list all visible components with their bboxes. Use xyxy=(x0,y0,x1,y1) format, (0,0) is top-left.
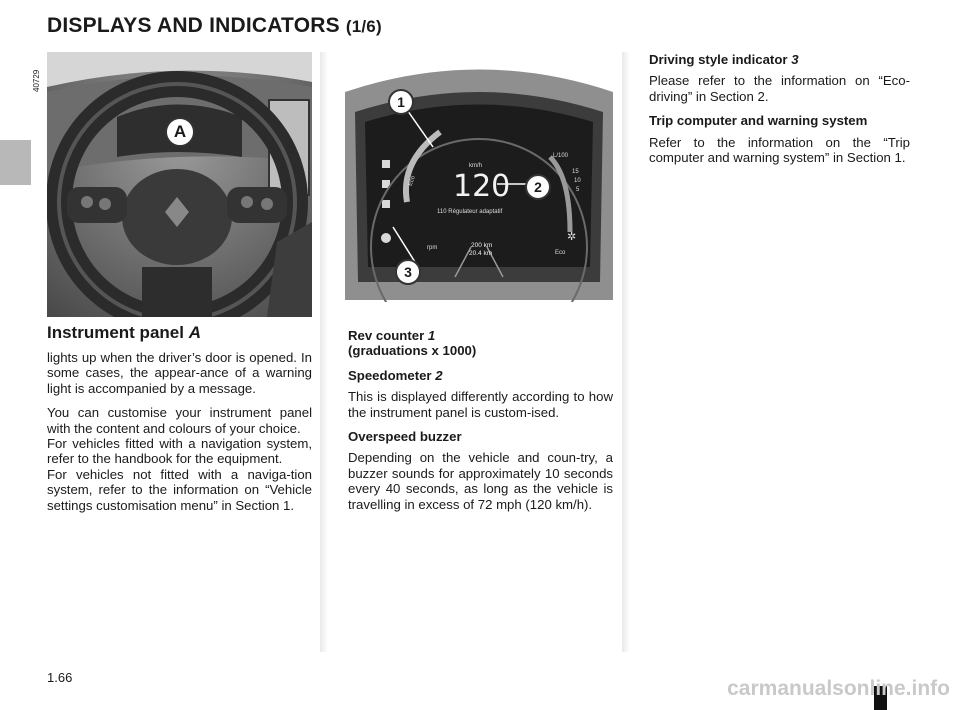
column-divider-2 xyxy=(622,52,630,652)
column-1-text xyxy=(47,350,312,522)
style-ref: 3 xyxy=(791,52,799,67)
heading-text: Instrument panel xyxy=(47,323,184,342)
customise-line: You can customise your instrument panel with the content and colours of your choice. xyxy=(47,405,312,436)
no-nav-line: For vehicles not fitted with a naviga-tion system, refer to the information on “Vehicle settings customisation menu” in Section 1. xyxy=(47,466,312,513)
heading-ref: A xyxy=(188,323,201,342)
callout-3: 3 xyxy=(395,259,421,285)
para-customise xyxy=(47,405,312,513)
consumption-tick-15: 15 xyxy=(572,169,579,175)
driving-style-heading xyxy=(649,52,910,67)
style-title: Driving style indicator xyxy=(649,52,788,67)
speed-ref: 2 xyxy=(435,367,443,383)
speed-unit: km/h xyxy=(469,163,483,169)
title-suffix: (1/6) xyxy=(345,17,382,36)
figure1-code: 40729 xyxy=(32,69,41,92)
watermark: carmanualsonline.info xyxy=(727,677,950,700)
cruise-control-text: 110 Régulateur adaptatif xyxy=(437,209,503,215)
nav-line: For vehicles fitted with a navigation system, refer to the handbook for the equipment. xyxy=(47,436,312,467)
column-2-text xyxy=(348,328,613,521)
callout-a: A xyxy=(165,117,195,147)
buzzer-heading: Overspeed buzzer xyxy=(348,429,462,445)
speedometer-text: This is displayed differently according to how the instrument panel is custom-ised. xyxy=(348,389,613,420)
page-title xyxy=(47,14,382,38)
instrument-cluster-photo xyxy=(345,52,613,302)
steering-wheel-photo xyxy=(47,52,312,317)
rev-sub: (graduations x 1000) xyxy=(348,343,477,359)
speed-readout: 120 xyxy=(453,169,511,204)
speedometer-heading xyxy=(348,368,613,383)
distance-2: 20.4 km xyxy=(469,250,493,257)
rpm-label: rpm xyxy=(427,245,438,251)
title-text: DISPLAYS AND INDICATORS xyxy=(47,14,340,37)
consumption-unit: L/100 xyxy=(553,153,569,159)
consumption-tick-5: 5 xyxy=(576,187,580,193)
section-tab xyxy=(0,140,31,185)
column-3-text xyxy=(649,52,910,174)
eco-label-right: Eco xyxy=(555,250,566,256)
callout-1: 1 xyxy=(388,89,414,115)
buzzer-text: Depending on the vehicle and coun-try, a buzzer sounds for approximately 10 seconds every 40 seconds, as long as the vehicle is travelling in excess of 72 mph (120 km/h). xyxy=(348,450,613,512)
page-number: 1.66 xyxy=(47,670,73,685)
callout-2: 2 xyxy=(525,174,551,200)
consumption-tick-10: 10 xyxy=(574,178,581,184)
eco-label-rev: Eco xyxy=(407,175,417,187)
rev-counter-heading xyxy=(348,328,613,359)
speed-title: Speedometer xyxy=(348,367,432,383)
fan-icon: ✲ xyxy=(567,231,577,243)
instrument-panel-heading xyxy=(47,323,201,343)
trip-computer-heading: Trip computer and warning system xyxy=(649,113,868,129)
rev-ref: 1 xyxy=(427,328,436,343)
rev-title: Rev counter xyxy=(348,328,425,343)
trip-computer-text: Refer to the information on the “Trip computer and warning system” in Section 1. xyxy=(649,134,910,166)
column-divider xyxy=(320,52,328,652)
steering-wheel-illustration xyxy=(47,52,312,317)
driving-style-text: Please refer to the information on “Eco-driving” in Section 2. xyxy=(649,73,910,104)
distance-1: 200 km xyxy=(471,242,493,249)
para-lights-up: lights up when the driver’s door is opened. In some cases, the appear-ance of a warning light is accompanied by a message. xyxy=(47,350,312,396)
